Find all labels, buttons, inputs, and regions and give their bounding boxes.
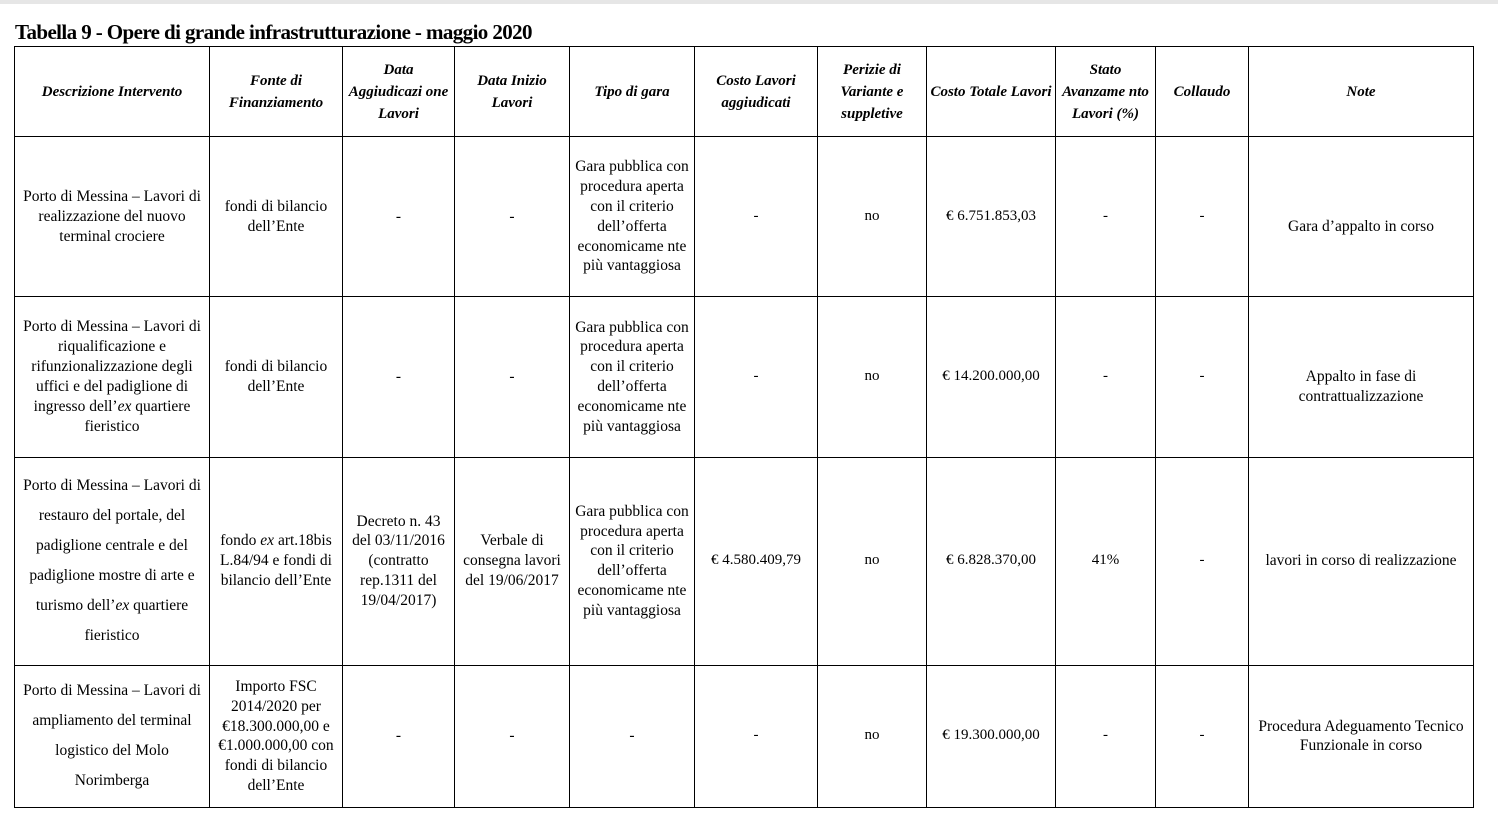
- cell-costo-totale: € 6.828.370,00: [927, 457, 1056, 665]
- cell-collaudo: -: [1156, 665, 1249, 807]
- cell-data-aggiudicazione: -: [343, 665, 455, 807]
- desc-ex: ex: [115, 597, 130, 615]
- cell-collaudo: -: [1156, 137, 1249, 297]
- header-note: Note: [1249, 47, 1474, 137]
- cell-costo-aggiudicati: -: [695, 297, 818, 457]
- cell-costo-aggiudicati: -: [695, 137, 818, 297]
- desc-ex: ex: [117, 397, 132, 415]
- cell-costo-aggiudicati: -: [695, 665, 818, 807]
- cell-perizie: no: [818, 137, 927, 297]
- fonte-text: fondo: [220, 532, 261, 550]
- header-costo-totale: Costo Totale Lavori: [927, 47, 1056, 137]
- cell-note: Gara d’appalto in corso: [1249, 137, 1474, 297]
- cell-stato: -: [1056, 297, 1156, 457]
- header-descrizione: Descrizione Intervento: [15, 47, 210, 137]
- header-stato: Stato Avanzame nto Lavori (%): [1056, 47, 1156, 137]
- header-perizie: Perizie di Variante e suppletive: [818, 47, 927, 137]
- header-collaudo: Collaudo: [1156, 47, 1249, 137]
- desc-text: Porto di Messina – Lavori di riqualificazione e rifunzionalizzazione degli uffici e del padiglione di ingresso dell’: [23, 317, 201, 415]
- header-fonte: Fonte di Finanziamento: [210, 47, 343, 137]
- cell-data-aggiudicazione: -: [343, 297, 455, 457]
- cell-stato: -: [1056, 665, 1156, 807]
- cell-descrizione: [15, 457, 210, 665]
- cell-collaudo: -: [1156, 297, 1249, 457]
- table-row: [15, 665, 1474, 807]
- header-costo-aggiudicati: Costo Lavori aggiudicati: [695, 47, 818, 137]
- header-data-aggiudicazione: Data Aggiudicazi one Lavori: [343, 47, 455, 137]
- cell-costo-aggiudicati: € 4.580.409,79: [695, 457, 818, 665]
- cell-costo-totale: € 6.751.853,03: [927, 137, 1056, 297]
- header-tipo-gara: Tipo di gara: [570, 47, 695, 137]
- cell-stato: 41%: [1056, 457, 1156, 665]
- cell-tipo-gara: Gara pubblica con procedura aperta con il criterio dell’offerta economicame nte più vantaggiosa: [570, 457, 695, 665]
- cell-fonte: Importo FSC 2014/2020 per €18.300.000,00 e €1.000.000,00 con fondi di bilancio dell’Ente: [210, 665, 343, 807]
- cell-descrizione: Porto di Messina – Lavori di ampliamento del terminal logistico del Molo Norimberga: [15, 665, 210, 807]
- cell-note: Appalto in fase di contrattualizzazione: [1249, 297, 1474, 457]
- table-row: [15, 297, 1474, 457]
- fonte-ex: ex: [260, 532, 275, 550]
- desc-text-end: quartiere fieristico: [84, 597, 189, 645]
- cell-perizie: no: [818, 297, 927, 457]
- cell-data-inizio: -: [455, 665, 570, 807]
- cell-descrizione: Porto di Messina – Lavori di realizzazione del nuovo terminal crociere: [15, 137, 210, 297]
- cell-descrizione: [15, 297, 210, 457]
- cell-tipo-gara: -: [570, 665, 695, 807]
- cell-stato: -: [1056, 137, 1156, 297]
- cell-costo-totale: € 14.200.000,00: [927, 297, 1056, 457]
- cell-data-inizio: -: [455, 297, 570, 457]
- cell-perizie: no: [818, 457, 927, 665]
- cell-fonte: fondi di bilancio dell’Ente: [210, 137, 343, 297]
- page-top-border: [0, 0, 1498, 4]
- table-title: Tabella 9 - Opere di grande infrastrutturazione - maggio 2020: [15, 20, 532, 44]
- cell-note: Procedura Adeguamento Tecnico Funzionale in corso: [1249, 665, 1474, 807]
- cell-costo-totale: € 19.300.000,00: [927, 665, 1056, 807]
- cell-data-aggiudicazione: Decreto n. 43 del 03/11/2016 (contratto rep.1311 del 19/04/2017): [343, 457, 455, 665]
- table-row: [15, 457, 1474, 665]
- cell-note: lavori in corso di realizzazione: [1249, 457, 1474, 665]
- infrastructure-table: [14, 46, 1474, 808]
- cell-perizie: no: [818, 665, 927, 807]
- fonte-text-end: art.18bis L.84/94 e fondi di bilancio dell’Ente: [220, 532, 332, 590]
- cell-tipo-gara: Gara pubblica con procedura aperta con il criterio dell’offerta economicame nte più vantaggiosa: [570, 137, 695, 297]
- cell-fonte: fondi di bilancio dell’Ente: [210, 297, 343, 457]
- desc-text: Porto di Messina – Lavori di restauro del portale, del padiglione centrale e del padiglione mostre di arte e turismo dell’: [23, 477, 201, 615]
- desc-text-end: quartiere fieristico: [84, 397, 191, 435]
- header-row: [15, 47, 1474, 137]
- cell-data-inizio: Verbale di consegna lavori del 19/06/2017: [455, 457, 570, 665]
- cell-tipo-gara: Gara pubblica con procedura aperta con il criterio dell’offerta economicame nte più vantaggiosa: [570, 297, 695, 457]
- cell-data-aggiudicazione: -: [343, 137, 455, 297]
- cell-fonte: [210, 457, 343, 665]
- cell-data-inizio: -: [455, 137, 570, 297]
- cell-collaudo: -: [1156, 457, 1249, 665]
- header-data-inizio: Data Inizio Lavori: [455, 47, 570, 137]
- table-row: [15, 137, 1474, 297]
